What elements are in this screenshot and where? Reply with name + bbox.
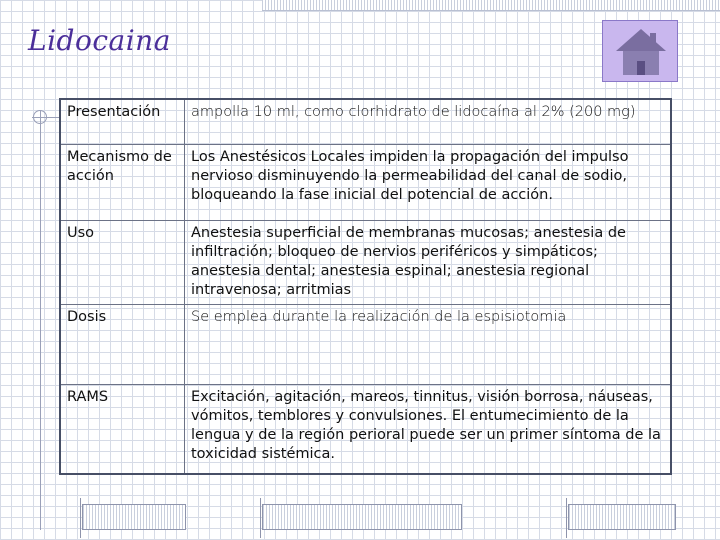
left-decorative-circle [33,110,47,124]
drug-info-table [59,98,672,475]
table-row [60,220,671,304]
row-label-rams: RAMS [60,384,185,474]
row-value-dosis: Se emplea durante la realización de la espisiotomia [185,304,672,384]
row-value-mecanismo: Los Anestésicos Locales impiden la propagación del impulso nervioso disminuyendo la permeabilidad del canal de sodio, bloqueando la fase inicial del potencial de acción. [185,144,672,220]
bottom-tab [82,504,186,530]
row-value-rams: Excitación, agitación, mareos, tinnitus, visión borrosa, náuseas, vómitos, temblores y convulsiones. El entumecimiento de la lengua y de la región perioral puede ser un primer síntoma de la toxicidad sistémica. [185,384,672,474]
home-button[interactable] [602,20,678,82]
bottom-decorative-tabs [0,498,720,538]
table-row [60,144,671,220]
row-label-presentacion: Presentación [60,99,185,144]
page-title: Lidocaina [28,24,171,57]
row-value-uso: Anestesia superficial de membranas mucosas; anestesia de infiltración; bloqueo de nervios periféricos y simpáticos; anestesia dental; anestesia espinal; anestesia regional intravenosa; arritmias [185,220,672,304]
tab-divider [566,498,567,538]
row-label-mecanismo: Mecanismo de acción [60,144,185,220]
table-row [60,384,671,474]
table-row [60,304,671,384]
row-label-dosis: Dosis [60,304,185,384]
bottom-tab [262,504,462,530]
tab-divider [80,498,81,538]
table-row [60,99,671,144]
row-label-uso: Uso [60,220,185,304]
bottom-tab [568,504,676,530]
home-icon [615,27,667,77]
left-decorative-line [40,110,41,530]
top-decorative-bar [262,0,720,11]
row-value-presentacion: ampolla 10 ml, como clorhidrato de lidocaína al 2% (200 mg) [185,99,672,144]
tab-divider [260,498,261,538]
